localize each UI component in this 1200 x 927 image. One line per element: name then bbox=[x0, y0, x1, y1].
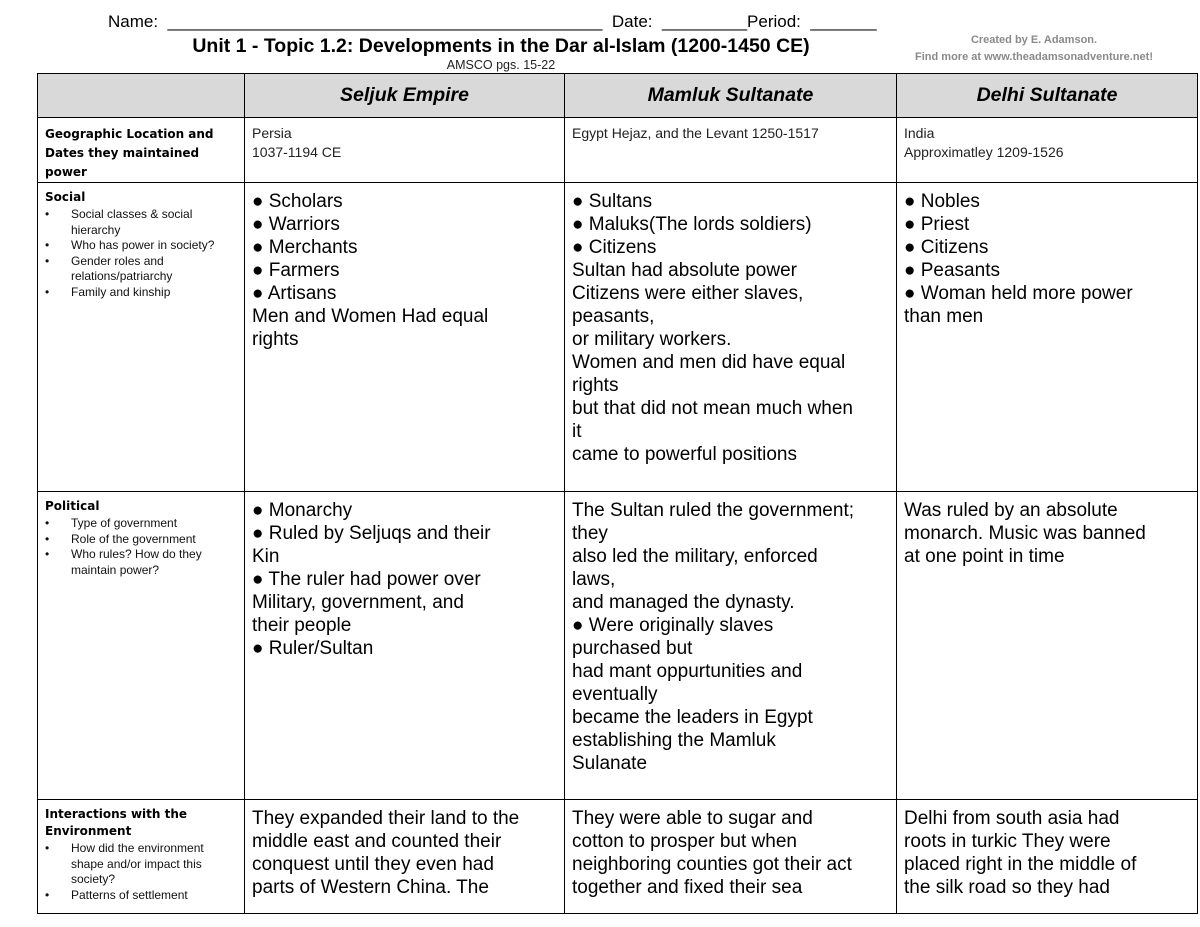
political-row bbox=[38, 492, 1198, 800]
cell-line: They were able to sugar and bbox=[572, 808, 813, 829]
cell-line: laws, bbox=[572, 569, 616, 590]
cell-line: but that did not mean much when bbox=[572, 398, 853, 419]
cell-line: ● Ruled by Seljuqs and their bbox=[252, 523, 491, 544]
cell-line: came to powerful positions bbox=[572, 444, 797, 465]
social-row-header bbox=[38, 183, 245, 492]
cell-line: rights bbox=[252, 329, 299, 350]
cell-line: cotton to prosper but when bbox=[572, 831, 797, 852]
cell-line: Delhi from south asia had bbox=[904, 808, 1120, 829]
cell-line: Military, government, and bbox=[252, 592, 464, 613]
cell-line: ● Farmers bbox=[252, 260, 340, 281]
cell-line: parts of Western China. The bbox=[252, 877, 489, 898]
cell-line: Egypt Hejaz, and the Levant 1250-1517 bbox=[572, 125, 819, 141]
cell-line: placed right in the middle of bbox=[904, 854, 1137, 875]
political-header-title: Political bbox=[45, 499, 100, 513]
cell-line: ● Warriors bbox=[252, 214, 340, 235]
social-cell-seljuk bbox=[245, 183, 565, 492]
cell-line: ● Priest bbox=[904, 214, 970, 235]
cell-line: Sultan had absolute power bbox=[572, 260, 797, 281]
environment-header-title: Interactions with the Environment bbox=[45, 807, 188, 838]
geo-row bbox=[38, 118, 1198, 183]
political-row-header bbox=[38, 492, 245, 800]
prompt-item: • Who has power in society? bbox=[45, 238, 238, 254]
environment-prompts bbox=[45, 841, 238, 903]
cell-line: they bbox=[572, 523, 608, 544]
cell-line: neighboring counties got their act bbox=[572, 854, 852, 875]
cell-line: ● Citizens bbox=[904, 237, 989, 258]
credit-watermark bbox=[884, 32, 1184, 66]
cell-line: Was ruled by an absolute bbox=[904, 500, 1118, 521]
cell-line: Kin bbox=[252, 546, 280, 567]
cell-line: ● Nobles bbox=[904, 191, 980, 212]
political-cell-seljuk bbox=[245, 492, 565, 800]
prompt-item: • Social classes & social hierarchy bbox=[45, 207, 238, 238]
geo-cell-seljuk bbox=[245, 118, 565, 183]
social-cell-delhi bbox=[897, 183, 1198, 492]
column-header-row bbox=[38, 74, 1198, 118]
cell-line: establishing the Mamluk bbox=[572, 730, 776, 751]
cell-line: roots in turkic They were bbox=[904, 831, 1111, 852]
cell-line: at one point in time bbox=[904, 546, 1065, 567]
cell-line: ● The ruler had power over bbox=[252, 569, 481, 590]
cell-line: or military workers. bbox=[572, 329, 732, 350]
prompt-item: • Type of government bbox=[45, 516, 238, 532]
cell-line: Citizens were either slaves, bbox=[572, 283, 804, 304]
cell-line: ● Were originally slaves bbox=[572, 615, 774, 636]
cell-line: and managed the dynasty. bbox=[572, 592, 795, 613]
environment-row bbox=[38, 800, 1198, 914]
cell-line: ● Artisans bbox=[252, 283, 337, 304]
cell-line: ● Maluks(The lords soldiers) bbox=[572, 214, 812, 235]
geo-cell-mamluk bbox=[565, 118, 897, 183]
cell-line: purchased but bbox=[572, 638, 693, 659]
environment-row-header bbox=[38, 800, 245, 914]
cell-line: had mant oppurtunities and bbox=[572, 661, 803, 682]
cell-line: ● Scholars bbox=[252, 191, 343, 212]
cell-line: conquest until they even had bbox=[252, 854, 494, 875]
cell-line: ● Citizens bbox=[572, 237, 657, 258]
prompt-item: • Family and kinship bbox=[45, 285, 238, 301]
social-prompts bbox=[45, 207, 238, 300]
cell-line: ● Woman held more power bbox=[904, 283, 1133, 304]
prompt-item: • Role of the government bbox=[45, 532, 238, 548]
cell-line: became the leaders in Egypt bbox=[572, 707, 813, 728]
geo-cell-delhi bbox=[897, 118, 1198, 183]
cell-line: ● Merchants bbox=[252, 237, 358, 258]
prompt-item: • Gender roles and relations/patriarchy bbox=[45, 254, 238, 285]
cell-line: Persia bbox=[252, 125, 292, 141]
cell-line: Men and Women Had equal bbox=[252, 306, 489, 327]
prompt-item: • Who rules? How do they maintain power? bbox=[45, 547, 238, 578]
cell-line: India bbox=[904, 125, 935, 141]
column-header-seljuk: Seljuk Empire bbox=[245, 74, 565, 118]
cell-line: middle east and counted their bbox=[252, 831, 502, 852]
cell-line: They expanded their land to the bbox=[252, 808, 520, 829]
political-prompts bbox=[45, 516, 238, 578]
prompt-item: • Patterns of settlement bbox=[45, 888, 238, 904]
cell-line: it bbox=[572, 421, 582, 442]
cell-line: rights bbox=[572, 375, 619, 396]
column-header-mamluk: Mamluk Sultanate bbox=[565, 74, 897, 118]
social-header-title: Social bbox=[45, 190, 86, 204]
credit-website: Find more at www.theadamsonadventure.net! bbox=[915, 51, 1153, 63]
social-row bbox=[38, 183, 1198, 492]
prompt-item: • How did the environment shape and/or impact this society? bbox=[45, 841, 238, 888]
cell-line: Women and men did have equal bbox=[572, 352, 846, 373]
political-cell-mamluk bbox=[565, 492, 897, 800]
column-header-delhi: Delhi Sultanate bbox=[897, 74, 1198, 118]
cell-line: also led the military, enforced bbox=[572, 546, 818, 567]
environment-cell-mamluk bbox=[565, 800, 897, 914]
page-title: Unit 1 - Topic 1.2: Developments in the Dar al-Islam (1200-1450 CE) bbox=[192, 35, 810, 57]
social-cell-mamluk bbox=[565, 183, 897, 492]
environment-cell-seljuk bbox=[245, 800, 565, 914]
cell-line: Approximatley 1209-1526 bbox=[904, 144, 1064, 160]
cell-line: ● Peasants bbox=[904, 260, 1000, 281]
cell-line: together and fixed their sea bbox=[572, 877, 803, 898]
cell-line: ● Monarchy bbox=[252, 500, 353, 521]
geo-header-line: Geographic Location and bbox=[45, 127, 214, 141]
cell-line: the silk road so they had bbox=[904, 877, 1110, 898]
blank-header-cell bbox=[38, 74, 245, 118]
political-cell-delhi bbox=[897, 492, 1198, 800]
environment-cell-delhi bbox=[897, 800, 1198, 914]
notes-table bbox=[37, 73, 1198, 914]
geo-header-line: Dates they maintained power bbox=[45, 146, 200, 179]
cell-line: eventually bbox=[572, 684, 658, 705]
cell-line: than men bbox=[904, 306, 984, 327]
cell-line: peasants, bbox=[572, 306, 655, 327]
cell-line: ● Sultans bbox=[572, 191, 653, 212]
credit-author: Created by E. Adamson. bbox=[970, 34, 1098, 46]
cell-line: Sulanate bbox=[572, 753, 648, 774]
cell-line: 1037-1194 CE bbox=[252, 144, 342, 160]
cell-line: their people bbox=[252, 615, 352, 636]
textbook-pages: AMSCO pgs. 15-22 bbox=[446, 58, 556, 72]
name-date-period-line: Name: ______________________________________________ Date: _________Period: _______ bbox=[108, 12, 877, 31]
geo-row-header bbox=[38, 118, 245, 183]
cell-line: ● Ruler/Sultan bbox=[252, 638, 374, 659]
cell-line: The Sultan ruled the government; bbox=[572, 500, 855, 521]
cell-line: monarch. Music was banned bbox=[904, 523, 1146, 544]
